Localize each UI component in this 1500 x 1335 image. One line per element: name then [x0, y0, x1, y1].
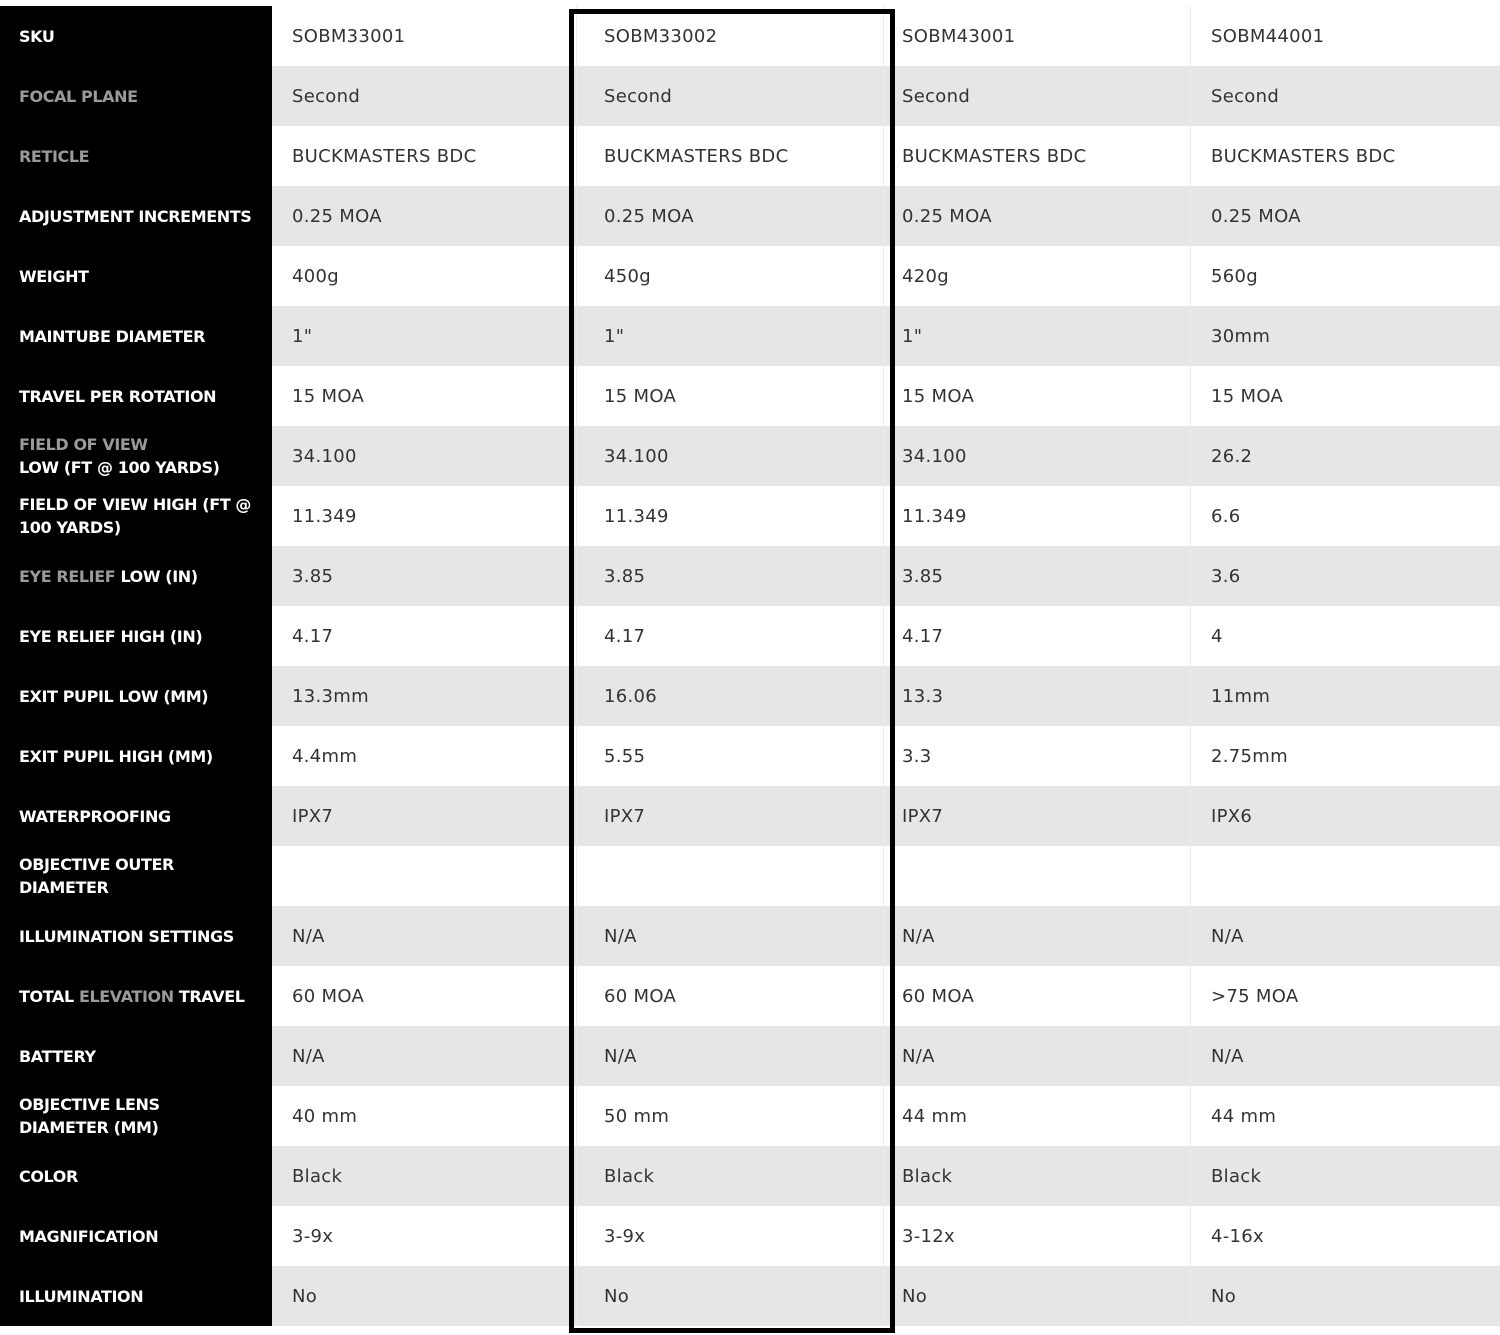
- row-label-text: ADJUSTMENT INCREMENTS: [19, 206, 252, 226]
- cell-sobm43001: SOBM43001: [884, 6, 1191, 66]
- row-label-text: EYE RELIEF HIGH (IN): [19, 626, 203, 646]
- cell-sobm33001: Black: [272, 1146, 577, 1206]
- cell-sobm33001: 15 MOA: [272, 366, 577, 426]
- cell-sobm44001: 44 mm: [1191, 1086, 1500, 1146]
- row-label-text: EXIT PUPIL HIGH (MM): [19, 746, 213, 766]
- cell-sobm43001: 11.349: [884, 486, 1191, 546]
- table-row: [0, 606, 1500, 666]
- row-label-text: FOCAL PLANE: [19, 86, 138, 106]
- cell-sobm43001: 3.3: [884, 726, 1191, 786]
- spec-comparison-table: [0, 6, 1500, 1326]
- cell-sobm44001: [1191, 846, 1500, 906]
- cell-sobm43001: No: [884, 1266, 1191, 1326]
- table-row: [0, 306, 1500, 366]
- cell-sobm44001: No: [1191, 1266, 1500, 1326]
- cell-sobm43001: [884, 846, 1191, 906]
- cell-sobm33002: IPX7: [577, 786, 884, 846]
- table-row: [0, 66, 1500, 126]
- table-row: [0, 786, 1500, 846]
- row-label: [0, 846, 272, 906]
- table-row: [0, 186, 1500, 246]
- row-label-text: TRAVEL PER ROTATION: [19, 386, 217, 406]
- row-label-text: SKU: [19, 26, 55, 46]
- cell-sobm33002: 5.55: [577, 726, 884, 786]
- cell-sobm33001: 3-9x: [272, 1206, 577, 1266]
- cell-sobm33002: [577, 846, 884, 906]
- row-label-text: OBJECTIVE OUTER DIAMETER: [19, 855, 174, 897]
- cell-sobm33002: 3.85: [577, 546, 884, 606]
- cell-sobm33002: 16.06: [577, 666, 884, 726]
- cell-sobm33002: SOBM33002: [577, 6, 884, 66]
- table-row: [0, 1146, 1500, 1206]
- cell-sobm44001: 30mm: [1191, 306, 1500, 366]
- row-label: [0, 366, 272, 426]
- cell-sobm44001: 0.25 MOA: [1191, 186, 1500, 246]
- row-label-text: TRAVEL: [173, 986, 245, 1006]
- cell-sobm33001: BUCKMASTERS BDC: [272, 126, 577, 186]
- row-label-text: LOW (IN): [120, 566, 198, 586]
- row-label: [0, 66, 272, 126]
- cell-sobm44001: 15 MOA: [1191, 366, 1500, 426]
- row-label: [0, 1026, 272, 1086]
- table-row: [0, 1266, 1500, 1326]
- table-row: [0, 546, 1500, 606]
- row-label: [0, 426, 272, 486]
- cell-sobm33002: Black: [577, 1146, 884, 1206]
- cell-sobm33001: 0.25 MOA: [272, 186, 577, 246]
- row-label: [0, 966, 272, 1026]
- cell-sobm44001: Second: [1191, 66, 1500, 126]
- cell-sobm33001: [272, 846, 577, 906]
- table-row: [0, 1026, 1500, 1086]
- cell-sobm33001: 3.85: [272, 546, 577, 606]
- cell-sobm33001: 40 mm: [272, 1086, 577, 1146]
- cell-sobm44001: 6.6: [1191, 486, 1500, 546]
- cell-sobm33001: N/A: [272, 1026, 577, 1086]
- row-label-text: COLOR: [19, 1166, 78, 1186]
- row-label-text: FIELD OF VIEW: [19, 435, 148, 454]
- cell-sobm43001: IPX7: [884, 786, 1191, 846]
- row-label: [0, 786, 272, 846]
- row-label: [0, 186, 272, 246]
- cell-sobm44001: >75 MOA: [1191, 966, 1500, 1026]
- cell-sobm43001: 60 MOA: [884, 966, 1191, 1026]
- row-label: [0, 906, 272, 966]
- table-row: [0, 666, 1500, 726]
- table-row: [0, 366, 1500, 426]
- row-label-text: EYE RELIEF: [19, 566, 121, 586]
- cell-sobm43001: 34.100: [884, 426, 1191, 486]
- cell-sobm33002: 60 MOA: [577, 966, 884, 1026]
- cell-sobm43001: 13.3: [884, 666, 1191, 726]
- cell-sobm33002: N/A: [577, 906, 884, 966]
- row-label: [0, 126, 272, 186]
- cell-sobm43001: 0.25 MOA: [884, 186, 1191, 246]
- row-label: [0, 1206, 272, 1266]
- row-label-text: ELEVATION: [78, 986, 174, 1006]
- table-row: [0, 246, 1500, 306]
- row-label: [0, 6, 272, 66]
- cell-sobm33001: IPX7: [272, 786, 577, 846]
- cell-sobm33001: 11.349: [272, 486, 577, 546]
- cell-sobm33002: 1": [577, 306, 884, 366]
- cell-sobm33001: N/A: [272, 906, 577, 966]
- cell-sobm43001: 1": [884, 306, 1191, 366]
- row-label: [0, 306, 272, 366]
- cell-sobm33001: 1": [272, 306, 577, 366]
- cell-sobm43001: Black: [884, 1146, 1191, 1206]
- cell-sobm44001: SOBM44001: [1191, 6, 1500, 66]
- cell-sobm33001: 60 MOA: [272, 966, 577, 1026]
- row-label-text: MAGNIFICATION: [19, 1226, 159, 1246]
- cell-sobm33002: 3-9x: [577, 1206, 884, 1266]
- cell-sobm43001: 3-12x: [884, 1206, 1191, 1266]
- cell-sobm33002: 15 MOA: [577, 366, 884, 426]
- table-row: [0, 486, 1500, 546]
- cell-sobm33002: 11.349: [577, 486, 884, 546]
- cell-sobm43001: 3.85: [884, 546, 1191, 606]
- row-label-text: ILLUMINATION SETTINGS: [19, 926, 234, 946]
- cell-sobm43001: N/A: [884, 1026, 1191, 1086]
- row-label-text: TOTAL: [19, 986, 79, 1006]
- row-label: [0, 1146, 272, 1206]
- table-row: [0, 1206, 1500, 1266]
- cell-sobm44001: 3.6: [1191, 546, 1500, 606]
- row-label-text: WEIGHT: [19, 266, 89, 286]
- row-label-text: ILLUMINATION: [19, 1286, 144, 1306]
- table-row: [0, 846, 1500, 906]
- row-label-text: WATERPROOFING: [19, 806, 171, 826]
- cell-sobm33001: Second: [272, 66, 577, 126]
- cell-sobm33002: Second: [577, 66, 884, 126]
- cell-sobm33002: 450g: [577, 246, 884, 306]
- table-row: [0, 426, 1500, 486]
- cell-sobm33001: 13.3mm: [272, 666, 577, 726]
- cell-sobm44001: Black: [1191, 1146, 1500, 1206]
- cell-sobm43001: 15 MOA: [884, 366, 1191, 426]
- cell-sobm33002: No: [577, 1266, 884, 1326]
- table-row: [0, 966, 1500, 1026]
- cell-sobm44001: 4: [1191, 606, 1500, 666]
- cell-sobm33002: BUCKMASTERS BDC: [577, 126, 884, 186]
- cell-sobm43001: N/A: [884, 906, 1191, 966]
- cell-sobm43001: 44 mm: [884, 1086, 1191, 1146]
- cell-sobm33001: SOBM33001: [272, 6, 577, 66]
- cell-sobm33001: 4.17: [272, 606, 577, 666]
- cell-sobm44001: 26.2: [1191, 426, 1500, 486]
- table-row: [0, 6, 1500, 66]
- cell-sobm33001: 34.100: [272, 426, 577, 486]
- table-row: [0, 906, 1500, 966]
- cell-sobm44001: 560g: [1191, 246, 1500, 306]
- row-label: [0, 546, 272, 606]
- cell-sobm33002: 50 mm: [577, 1086, 884, 1146]
- row-label: [0, 246, 272, 306]
- row-label-text: MAINTUBE DIAMETER: [19, 326, 206, 346]
- row-label-text: OBJECTIVE LENS DIAMETER (MM): [19, 1095, 160, 1137]
- row-label-text: RETICLE: [19, 146, 90, 166]
- cell-sobm33002: 34.100: [577, 426, 884, 486]
- table-row: [0, 726, 1500, 786]
- row-label-text: EXIT PUPIL LOW (MM): [19, 686, 209, 706]
- cell-sobm44001: N/A: [1191, 906, 1500, 966]
- cell-sobm33002: N/A: [577, 1026, 884, 1086]
- row-label: [0, 606, 272, 666]
- row-label: [0, 726, 272, 786]
- cell-sobm44001: 4-16x: [1191, 1206, 1500, 1266]
- cell-sobm44001: 2.75mm: [1191, 726, 1500, 786]
- cell-sobm43001: 4.17: [884, 606, 1191, 666]
- cell-sobm43001: BUCKMASTERS BDC: [884, 126, 1191, 186]
- row-label: [0, 1086, 272, 1146]
- cell-sobm44001: 11mm: [1191, 666, 1500, 726]
- cell-sobm33001: 400g: [272, 246, 577, 306]
- cell-sobm44001: N/A: [1191, 1026, 1500, 1086]
- row-label: [0, 666, 272, 726]
- table-row: [0, 126, 1500, 186]
- row-label: [0, 486, 272, 546]
- cell-sobm43001: Second: [884, 66, 1191, 126]
- row-label: [0, 1266, 272, 1326]
- cell-sobm33002: 4.17: [577, 606, 884, 666]
- cell-sobm44001: IPX6: [1191, 786, 1500, 846]
- cell-sobm33001: No: [272, 1266, 577, 1326]
- cell-sobm44001: BUCKMASTERS BDC: [1191, 126, 1500, 186]
- table-row: [0, 1086, 1500, 1146]
- cell-sobm33001: 4.4mm: [272, 726, 577, 786]
- row-label-text: LOW (FT @ 100 YARDS): [19, 458, 220, 477]
- cell-sobm33002: 0.25 MOA: [577, 186, 884, 246]
- row-label-text: BATTERY: [19, 1046, 96, 1066]
- row-label-text: FIELD OF VIEW HIGH (FT @ 100 YARDS): [19, 495, 252, 537]
- cell-sobm43001: 420g: [884, 246, 1191, 306]
